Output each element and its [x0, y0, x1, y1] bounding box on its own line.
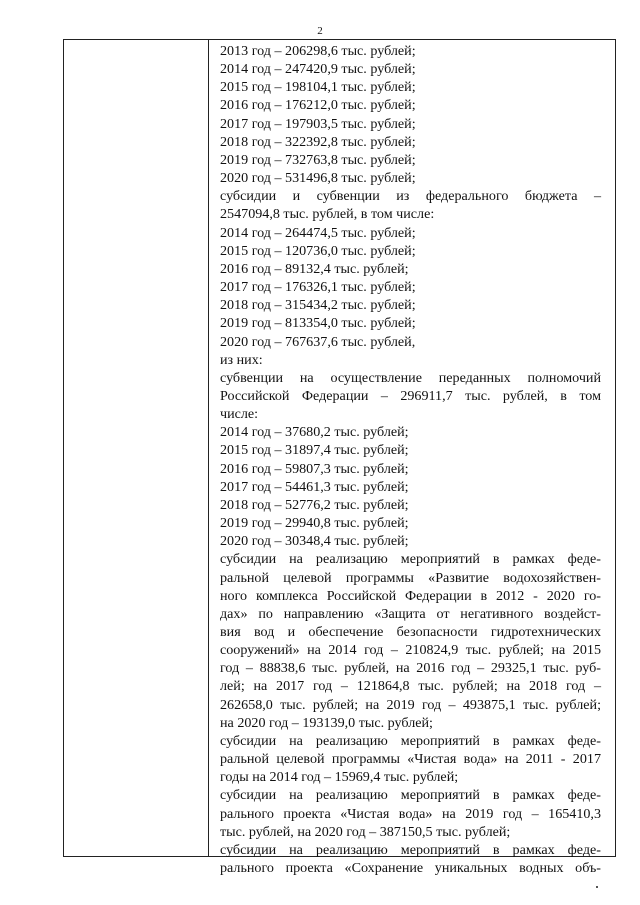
- text-line: ральной целевой программы «Чистая вода» на 2011 - 2017: [220, 751, 601, 768]
- text-line: из них:: [220, 351, 263, 368]
- text-line: рального проекта «Чистая вода» на 2019 год – 165410,3: [220, 805, 601, 822]
- text-line: 2015 год – 198104,1 тыс. рублей;: [220, 79, 416, 96]
- text-line: 2019 год – 813354,0 тыс. рублей;: [220, 315, 416, 332]
- text-line: 2018 год – 52776,2 тыс. рублей;: [220, 496, 409, 513]
- text-line: 2017 год – 176326,1 тыс. рублей;: [220, 279, 416, 296]
- text-line: 2018 год – 322392,8 тыс. рублей;: [220, 133, 416, 150]
- text-line: 2014 год – 37680,2 тыс. рублей;: [220, 424, 409, 441]
- text-line: 2016 год – 176212,0 тыс. рублей;: [220, 97, 416, 114]
- document-table: [63, 39, 616, 877]
- text-line: лей; на 2017 год – 121864,8 тыс. рублей; на 2018 год –: [220, 678, 601, 695]
- text-line: 2547094,8 тыс. рублей, в том числе:: [220, 206, 435, 223]
- text-line: на 2020 год – 193139,0 тыс. рублей;: [220, 714, 433, 731]
- text-line: Российской Федерации – 296911,7 тыс. рублей, в том: [220, 387, 601, 404]
- text-line: субсидии на реализацию мероприятий в рамках феде-: [220, 787, 601, 804]
- text-line: 2019 год – 29940,8 тыс. рублей;: [220, 515, 409, 532]
- text-line: 2020 год – 531496,8 тыс. рублей;: [220, 170, 416, 187]
- text-line: 2016 год – 89132,4 тыс. рублей;: [220, 260, 409, 277]
- text-line: дах» по направлению «Защита от негативного воздейст-: [220, 605, 601, 622]
- text-line: сооружений» на 2014 год – 210824,9 тыс. рублей; на 2015: [220, 642, 601, 659]
- text-line: тыс. рублей, на 2020 год – 387150,5 тыс. рублей;: [220, 823, 511, 840]
- text-line: 2013 год – 206298,6 тыс. рублей;: [220, 43, 416, 59]
- text-line: 2015 год – 31897,4 тыс. рублей;: [220, 442, 409, 459]
- text-line: 2014 год – 264474,5 тыс. рублей;: [220, 224, 416, 241]
- text-line: ного комплекса Российской Федерации в 2012 - 2020 го-: [220, 587, 601, 604]
- text-line: 2017 год – 197903,5 тыс. рублей;: [220, 115, 416, 132]
- text-line: вия вод и обеспечение безопасности гидротехнических: [220, 624, 601, 640]
- text-line: 2016 год – 59807,3 тыс. рублей;: [220, 460, 409, 477]
- text-line: субсидии на реализацию мероприятий в рамках феде-: [220, 551, 601, 568]
- text-line: 262658,0 тыс. рублей; на 2019 год – 493875,1 тыс. рублей;: [220, 696, 601, 713]
- text-line: 2014 год – 247420,9 тыс. рублей;: [220, 61, 416, 78]
- text-line: 2017 год – 54461,3 тыс. рублей;: [220, 478, 409, 495]
- scan-speck: [596, 886, 598, 888]
- text-line: 2020 год – 30348,4 тыс. рублей;: [220, 533, 409, 550]
- text-line: субсидии на реализацию мероприятий в рамках феде-: [220, 732, 601, 749]
- table-right-cell: [220, 42, 601, 877]
- text-line: 2020 год – 767637,6 тыс. рублей,: [220, 333, 416, 350]
- text-line: рального проекта «Сохранение уникальных водных объ-: [220, 860, 601, 877]
- column-divider: [208, 40, 209, 856]
- text-line: ральной целевой программы «Развитие водохозяйствен-: [220, 569, 601, 586]
- text-line: год – 88838,6 тыс. рублей, на 2016 год – 29325,1 тыс. руб-: [220, 660, 601, 677]
- text-line: субсидии на реализацию мероприятий в рамках феде-: [220, 841, 601, 858]
- text-line: 2018 год – 315434,2 тыс. рублей;: [220, 297, 416, 314]
- page-number: 2: [317, 25, 323, 37]
- text-line: субсидии и субвенции из федерального бюджета –: [220, 188, 601, 205]
- text-line: 2019 год – 732763,8 тыс. рублей;: [220, 151, 416, 168]
- text-line: числе:: [220, 406, 259, 423]
- text-line: субвенции на осуществление переданных полномочий: [220, 369, 601, 386]
- text-line: 2015 год – 120736,0 тыс. рублей;: [220, 242, 416, 259]
- text-line: годы на 2014 год – 15969,4 тыс. рублей;: [220, 769, 459, 786]
